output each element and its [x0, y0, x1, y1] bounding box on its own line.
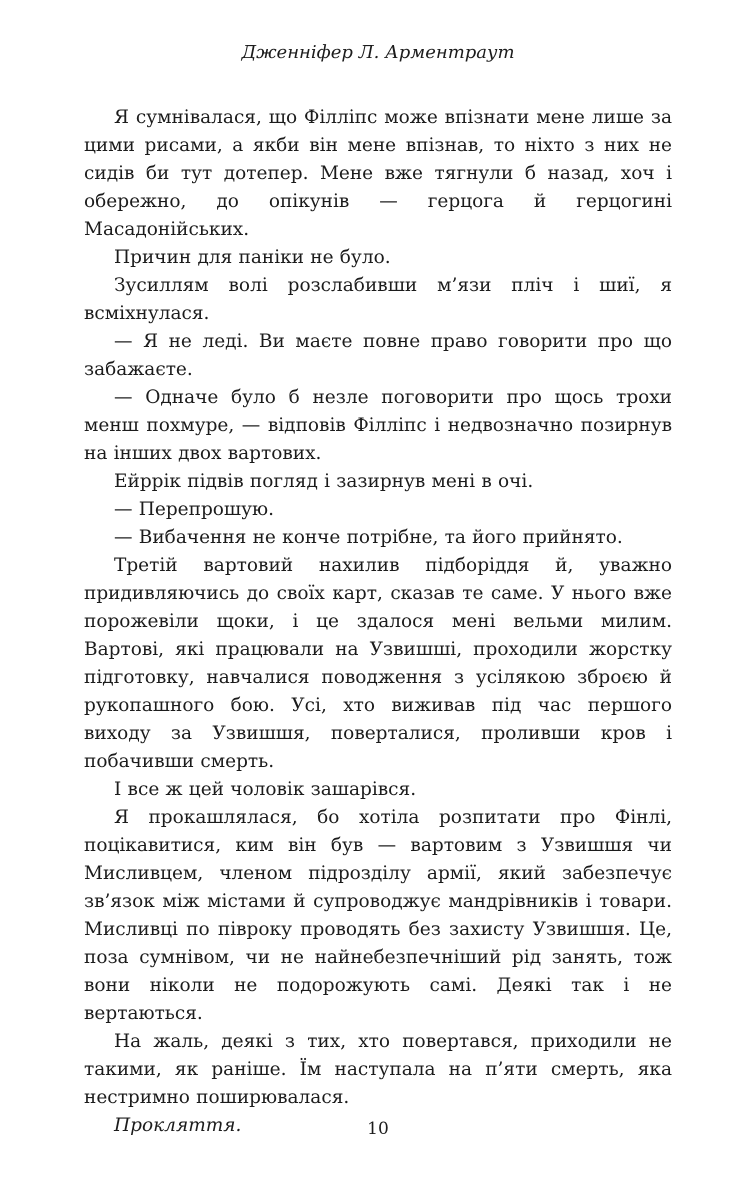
- paragraph: — Перепрошую.: [114, 499, 275, 520]
- paragraph: — Вибачення не конче потрібне, та його прийнято.: [114, 527, 623, 548]
- paragraph: Я прокашлялася, бо хотіла розпитати про Фінлі, поцікавитися, ким він був — вартовим з Узвишшя чи Мисливцем, членом підрозділу армії, який забезпечує зв’язок між містами й супроводжує мандрівників і товари. Мисливці по півроку проводять без захисту Узвишшя. Це, поза сумнівом, чи не найнебезпечніший рід занять, тож вони ніколи не подорожують самі. Деякі так і не вертаються.: [84, 807, 672, 1024]
- paragraph: Причин для паніки не було.: [114, 247, 391, 268]
- paragraph: Прокляття.: [114, 1115, 242, 1136]
- running-header-author: Дженніфер Л. Арментраут: [241, 42, 515, 63]
- paragraph: Ейррік підвів погляд і зазирнув мені в очі.: [114, 471, 534, 492]
- page-body: [84, 104, 672, 1140]
- paragraph: — Я не леді. Ви маєте повне право говорити про що забажаєте.: [84, 331, 672, 380]
- paragraph: Третій вартовий нахилив підборіддя й, уважно придивляючись до своїх карт, сказав те саме. У нього вже порожевіли щоки, і це здалося мені вельми милим. Вартові, які працювали на Узвишші, проходили жорстку підготовку, навчалися поводження з усілякою зброєю й рукопашного бою. Усі, хто виживав під час першого виходу за Узвишшя, поверталися, проливши кров і побачивши смерть.: [84, 555, 672, 772]
- page-number: 10: [367, 1119, 389, 1139]
- paragraph: І все ж цей чоловік зашарівся.: [114, 779, 417, 800]
- paragraph: Я сумнівалася, що Філліпс може впізнати мене лише за цими рисами, а якби він мене впізнав, то ніхто з них не сидів би тут дотепер. Мене вже тягнули б назад, хоч і обережно, до опікунів — герцога й герцогині Масадонійських.: [84, 107, 672, 240]
- paragraph: На жаль, деякі з тих, хто повертався, приходили не такими, як раніше. Їм наступала на п’яти смерть, яка нестримно поширювалася.: [84, 1031, 672, 1108]
- paragraph: Зусиллям волі розслабивши м’язи пліч і шиї, я всміхнулася.: [84, 275, 672, 324]
- paragraph: — Одначе було б незле поговорити про щось трохи менш похмуре, — відповів Філліпс і недвозначно позирнув на інших двох вартових.: [84, 387, 672, 464]
